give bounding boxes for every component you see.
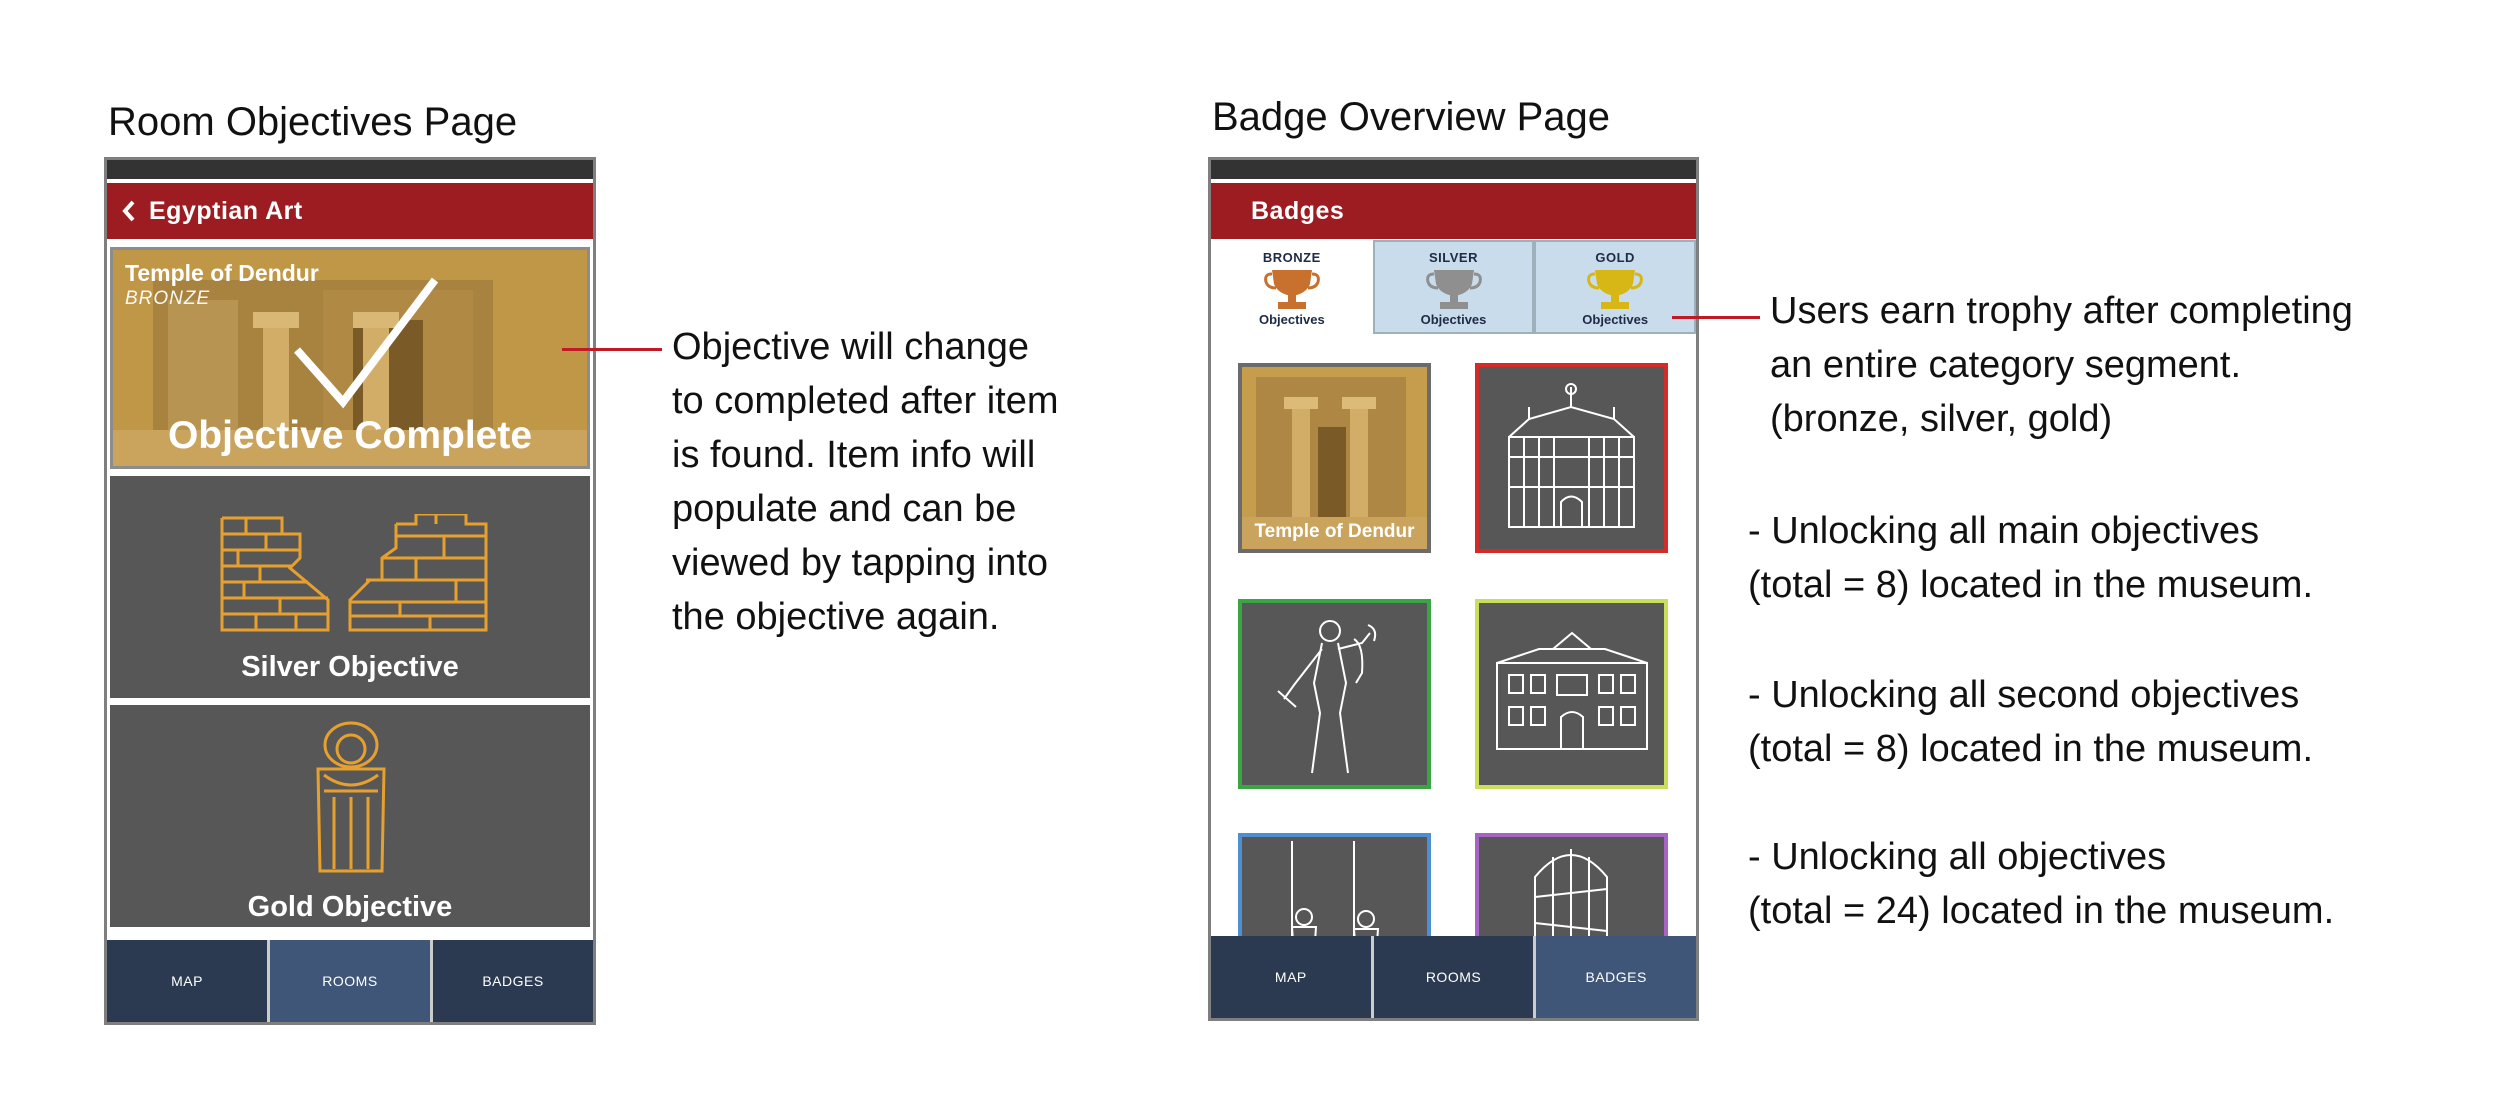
tab-gold-label: GOLD <box>1595 250 1635 265</box>
main-objectives-note: - Unlocking all main objectives (total = 8) located in the museum. <box>1748 510 2314 606</box>
objective-note: Objective will change to completed after item is found. Item info will populate and can be viewed by tapping into the objective again. <box>672 326 1059 638</box>
tab-gold[interactable] <box>1534 240 1696 334</box>
gold-objective-label: Gold Objective <box>247 891 453 923</box>
gold-objective-card[interactable] <box>110 705 590 927</box>
palace-facade-icon <box>1479 367 1664 549</box>
sarcophagus-icon <box>306 719 396 879</box>
nav-rooms[interactable]: ROOMS <box>1374 936 1534 1018</box>
badge-statue[interactable] <box>1238 599 1431 789</box>
status-bar <box>107 160 593 179</box>
gold-trophy-icon <box>1587 268 1643 310</box>
room-bottom-nav <box>107 940 593 1022</box>
room-title: Egyptian Art <box>149 196 303 225</box>
badges-bottom-nav <box>1211 936 1696 1018</box>
objective-photo-subtitle: BRONZE <box>125 288 211 309</box>
nav-badges[interactable]: BADGES <box>433 940 593 1022</box>
trophy-tabs <box>1211 240 1696 334</box>
trophy-note: Users earn trophy after completing an entire category segment. (bronze, silver, gold) <box>1770 290 2353 440</box>
objective-photo-title: Temple of Dendur <box>125 260 319 286</box>
statue-icon <box>1242 603 1427 785</box>
badge-mansion[interactable] <box>1475 599 1668 789</box>
brick-wall-icon <box>216 514 506 634</box>
tab-gold-footer: Objectives <box>1582 312 1649 327</box>
all-objectives-note: - Unlocking all objectives (total = 24) located in the museum. <box>1748 836 2335 932</box>
mansion-icon <box>1479 603 1664 785</box>
badge-overview-page-label: Badge Overview Page <box>1212 95 1611 139</box>
tab-silver-footer: Objectives <box>1420 312 1487 327</box>
tab-silver[interactable] <box>1373 240 1535 334</box>
trophy-connector-line <box>1672 316 1760 319</box>
room-objectives-phone <box>104 157 596 1025</box>
tab-bronze-label: BRONZE <box>1262 250 1321 265</box>
badges-header <box>1211 183 1696 239</box>
nav-map[interactable]: MAP <box>1211 936 1371 1018</box>
nav-rooms[interactable]: ROOMS <box>270 940 430 1022</box>
badge-palace[interactable] <box>1475 363 1668 553</box>
objective-complete-card[interactable] <box>110 247 590 469</box>
nav-map[interactable]: MAP <box>107 940 267 1022</box>
checkmark-icon <box>285 274 445 414</box>
tab-bronze[interactable] <box>1211 240 1373 334</box>
chevron-left-icon[interactable] <box>121 199 137 223</box>
status-bar <box>1211 160 1696 179</box>
nav-badges[interactable]: BADGES <box>1536 936 1696 1018</box>
badge-overview-phone <box>1208 157 1699 1021</box>
bronze-trophy-icon <box>1264 268 1320 310</box>
room-objectives-page-label: Room Objectives Page <box>108 100 518 144</box>
second-objectives-note: - Unlocking all second objectives (total = 8) located in the museum. <box>1748 674 2314 770</box>
objective-connector-line <box>562 348 662 351</box>
badge-caption: Temple of Dendur <box>1254 521 1415 542</box>
silver-objective-card[interactable] <box>110 476 590 698</box>
silver-objective-label: Silver Objective <box>241 651 459 683</box>
silver-trophy-icon <box>1426 268 1482 310</box>
objective-complete-label: Objective Complete <box>167 414 533 457</box>
tab-silver-label: SILVER <box>1429 250 1478 265</box>
tab-bronze-footer: Objectives <box>1258 312 1325 327</box>
badges-title: Badges <box>1251 196 1345 225</box>
room-header <box>107 183 593 239</box>
badge-temple-of-dendur[interactable] <box>1238 363 1431 553</box>
